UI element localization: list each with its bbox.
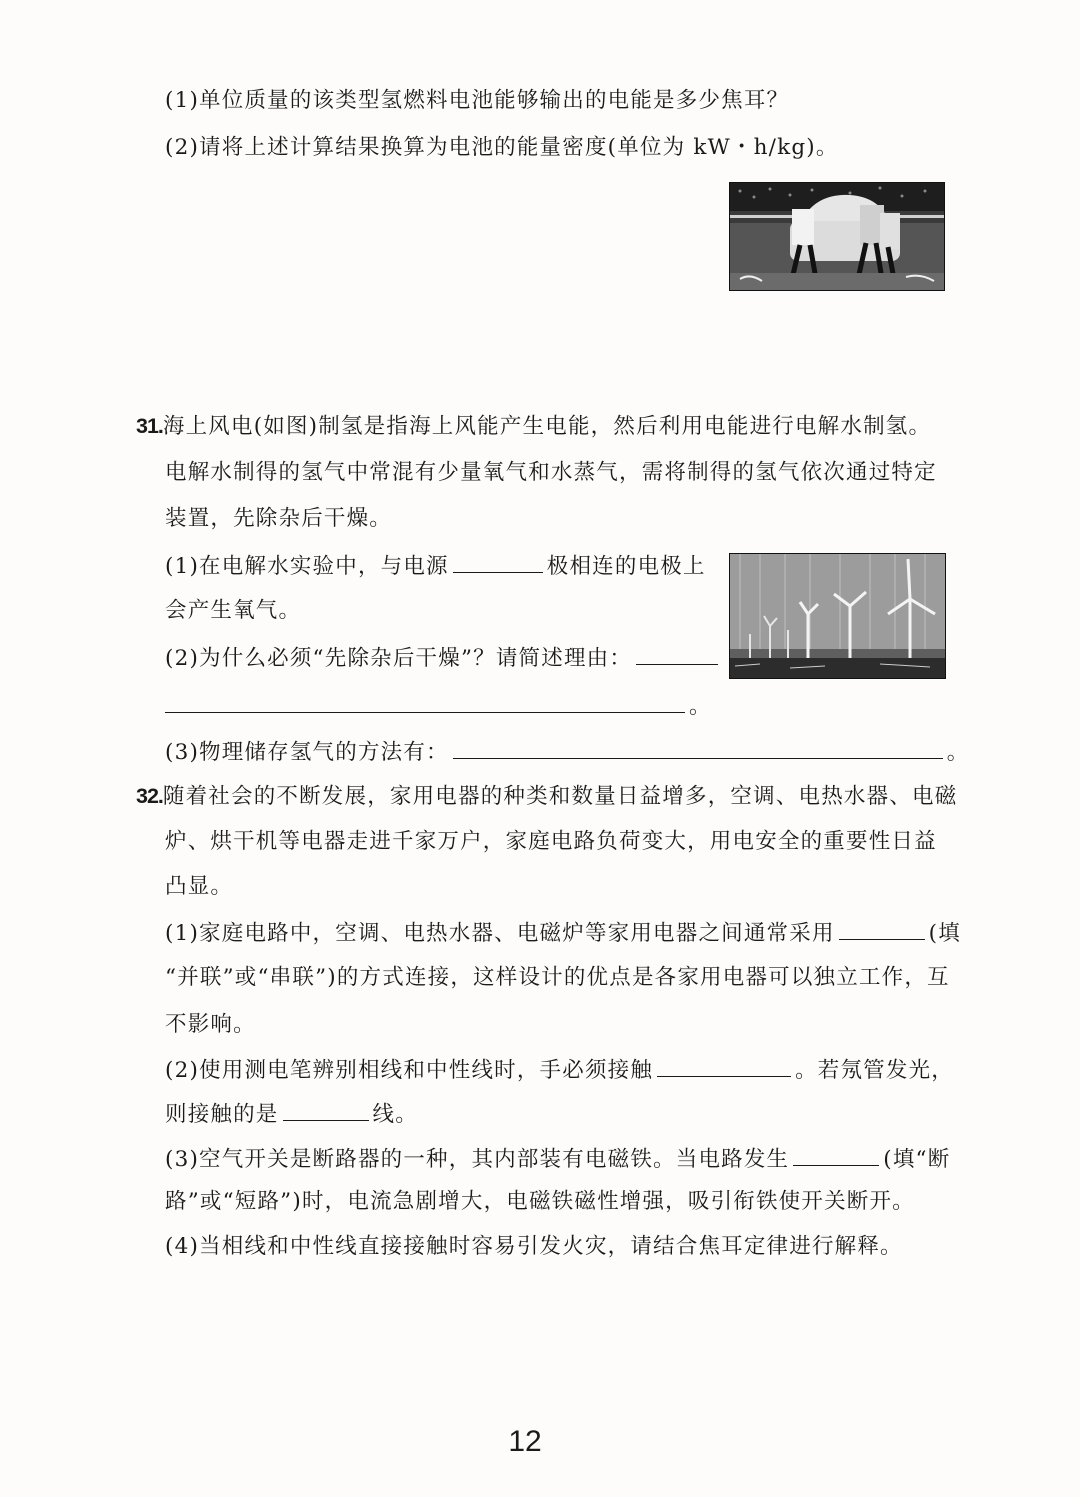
q31-stem-line3: 装置，先除杂后干燥。	[165, 506, 393, 531]
q32-part3-text: (3)空气开关是断路器的一种，其内部装有电磁铁。当电路发生	[165, 1147, 790, 1172]
q32-part3-line1	[165, 1143, 950, 1175]
q32-part2-blank-2[interactable]	[283, 1098, 369, 1121]
q31-part1-line2: 会产生氧气。	[165, 598, 302, 623]
q31-stem-line1	[136, 411, 931, 442]
q30-part1: (1)单位质量的该类型氢燃料电池能够输出的电能是多少焦耳？	[165, 88, 790, 113]
q32-stem-line1	[136, 781, 957, 812]
page-number: 12	[508, 1425, 542, 1458]
offshore-wind-photo	[729, 553, 946, 679]
q31-part2-end: 。	[689, 694, 712, 719]
q32-part2-text-2: 则接触的是	[165, 1102, 279, 1127]
q31-part3-text: (3)物理储存氢气的方法有：	[165, 740, 449, 765]
q32-part2-text: (2)使用测电笔辨别相线和中性线时，手必须接触	[165, 1058, 654, 1083]
q32-part2-end: 线。	[372, 1102, 418, 1127]
q32-part2-line2	[165, 1098, 418, 1130]
q32-part2-blank-1[interactable]	[657, 1054, 791, 1077]
q32-part3-blank[interactable]	[793, 1143, 879, 1166]
q31-stem-text: 海上风电(如图)制氢是指海上风能产生电能，然后利用电能进行电解水制氢。	[162, 414, 932, 439]
q32-stem-line3: 凸显。	[165, 874, 234, 899]
q31-part3-line	[165, 736, 969, 768]
q32-part4-line: (4)当相线和中性线直接接触时容易引发火灾，请结合焦耳定律进行解释。	[165, 1234, 903, 1259]
q32-stem-line2: 炉、烘干机等电器走进千家万户，家庭电路负荷变大，用电安全的重要性日益	[165, 829, 937, 854]
q32-number: 32.	[136, 784, 163, 808]
q30-part2: (2)请将上述计算结果换算为电池的能量密度(单位为 kW・h/kg)。	[165, 135, 839, 160]
q31-part1-text: (1)在电解水实验中，与电源	[165, 554, 449, 579]
q31-part2-blank-1[interactable]	[636, 642, 718, 665]
q31-part3-blank[interactable]	[453, 736, 943, 759]
q32-part1-line1	[165, 917, 961, 949]
q31-part2-line2	[165, 690, 712, 722]
q31-stem-line2: 电解水制得的氢气中常混有少量氧气和水蒸气，需将制得的氢气依次通过特定	[165, 460, 937, 485]
q32-part2-line1	[165, 1054, 954, 1086]
q32-part3-line2: 路”或“短路”)时，电流急剧增大，电磁铁磁性增强，吸引衔铁使开关断开。	[165, 1189, 915, 1214]
q31-part1-line1	[165, 550, 706, 582]
q32-part1-blank[interactable]	[839, 917, 925, 940]
q31-part2-line1	[165, 642, 722, 674]
q32-part1-line2: “并联”或“串联”)的方式连接，这样设计的优点是各家用电器可以独立工作，互	[165, 965, 950, 990]
q31-part3-end: 。	[946, 740, 970, 765]
q31-part2-text: (2)为什么必须“先除杂后干燥”？请简述理由：	[165, 646, 633, 671]
q32-part1-text: (1)家庭电路中，空调、电热水器、电磁炉等家用电器之间通常采用	[165, 921, 835, 946]
q32-stem-text: 随着社会的不断发展，家用电器的种类和数量日益增多，空调、电热水器、电磁	[162, 784, 958, 809]
q31-part2-blank-2[interactable]	[165, 690, 685, 713]
q32-part1-fill-hint: (填	[928, 921, 961, 946]
q31-part1-blank[interactable]	[453, 550, 543, 573]
fuel-cell-car-photo	[729, 182, 945, 291]
q32-part1-line3: 不影响。	[165, 1012, 256, 1037]
q31-number: 31.	[136, 414, 163, 438]
q32-part2-text-tail: 。若氖管发光，	[795, 1058, 954, 1083]
q32-part3-fill-hint: (填“断	[883, 1147, 951, 1172]
q31-part1-text-tail: 极相连的电极上	[546, 554, 706, 579]
